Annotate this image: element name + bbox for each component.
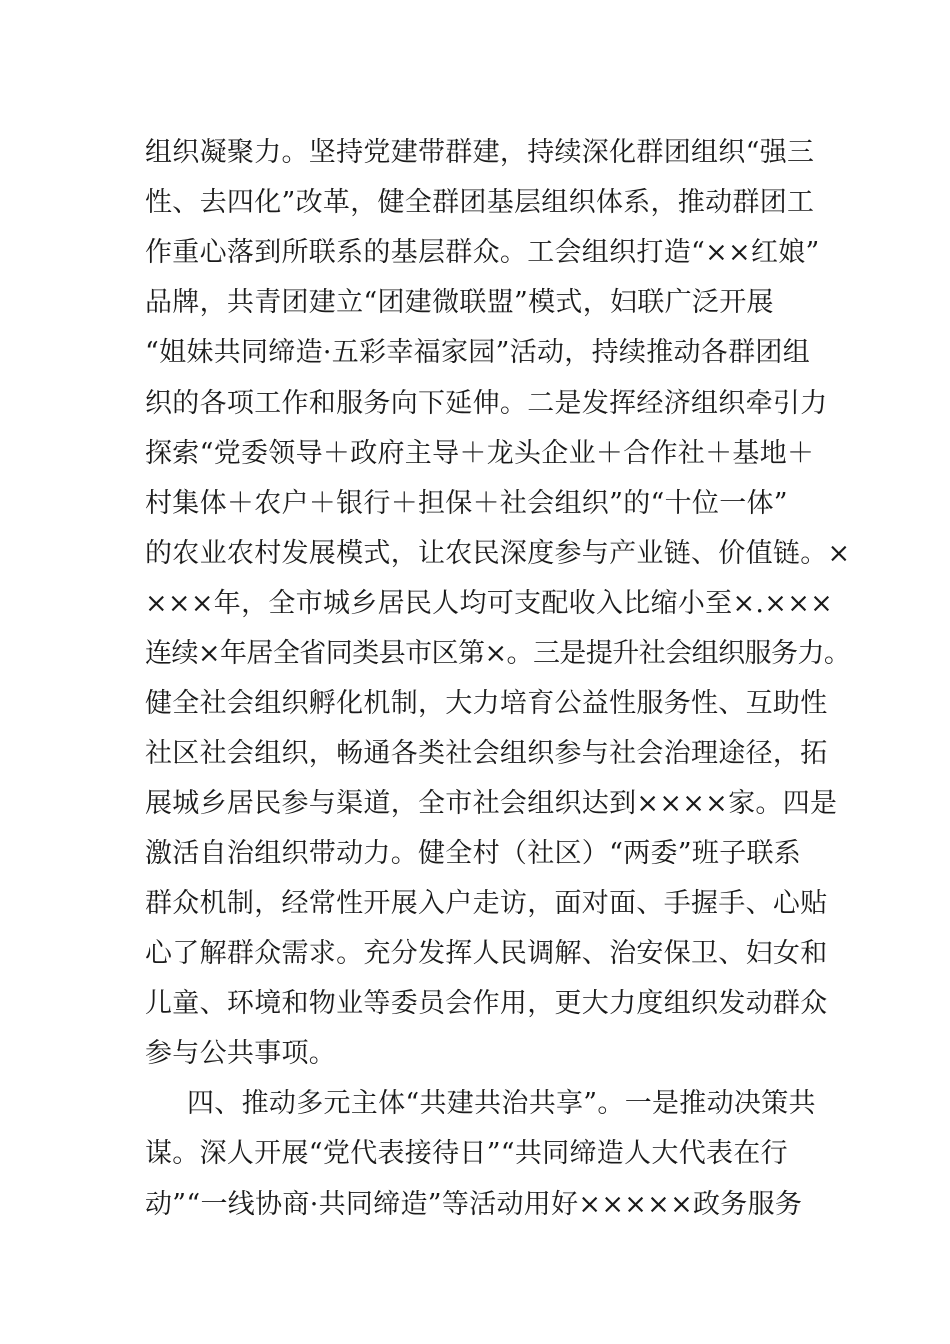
text-line-8: 村集体＋农户＋银行＋担保＋社会组织”的“十位一体” (145, 488, 788, 519)
text-line-15: 激活自治组织带动力。健全村（社区）“两委”班子联系 (145, 838, 802, 869)
text-line-12: 健全社会组织孵化机制，大力培育公益性服务性、互助性 (145, 688, 828, 719)
text-line-11: 连续×年居全省同类县市区第×。三是提升社会组织服务力。 (145, 638, 851, 669)
text-line-18: 儿童、环境和物业等委员会作用，更大力度组织发动群众 (145, 988, 828, 1019)
text-line-21: 谋。深人开展“党代表接待日”“共同缔造人大代表在行 (145, 1138, 788, 1169)
text-line-9: 的农业农村发展模式，让农民深度参与产业链、价值链。× (145, 538, 851, 569)
section-heading-line: 四、推动多元主体“共建共治共享”。一是推动决策共 (187, 1088, 816, 1119)
text-line-13: 社区社会组织，畅通各类社会组织参与社会治理途径，拓 (145, 738, 828, 769)
text-line-4: 品牌，共青团建立“团建微联盟”模式，妇联广泛开展 (145, 287, 774, 318)
text-line-19: 参与公共事项。 (145, 1038, 337, 1069)
text-line-10: ×××年，全市城乡居民人均可支配收入比缩小至×.××× (145, 588, 834, 619)
text-line-14: 展城乡居民参与渠道，全市社会组织达到××××家。四是 (145, 788, 838, 819)
text-line-22: 动”“一线协商·共同缔造”等活动用好×××××政务服务 (145, 1189, 803, 1220)
text-line-5: “姐妹共同缔造·五彩幸福家园”活动，持续推动各群团组 (145, 337, 810, 368)
text-line-7: 探索“党委领导＋政府主导＋龙头企业＋合作社＋基地＋ (145, 438, 815, 469)
text-line-16: 群众机制，经常性开展入户走访，面对面、手握手、心贴 (145, 888, 828, 919)
text-line-3: 作重心落到所联系的基层群众。工会组织打造“××红娘” (145, 237, 820, 268)
text-line-6: 织的各项工作和服务向下延伸。二是发挥经济组织牵引力 (145, 388, 828, 419)
text-line-2: 性、去四化”改革，健全群团基层组织体系，推动群团工 (145, 187, 815, 218)
text-line-1: 组织凝聚力。坚持党建带群建，持续深化群团组织“强三 (145, 137, 815, 168)
text-line-17: 心了解群众需求。充分发挥人民调解、治安保卫、妇女和 (145, 938, 828, 969)
